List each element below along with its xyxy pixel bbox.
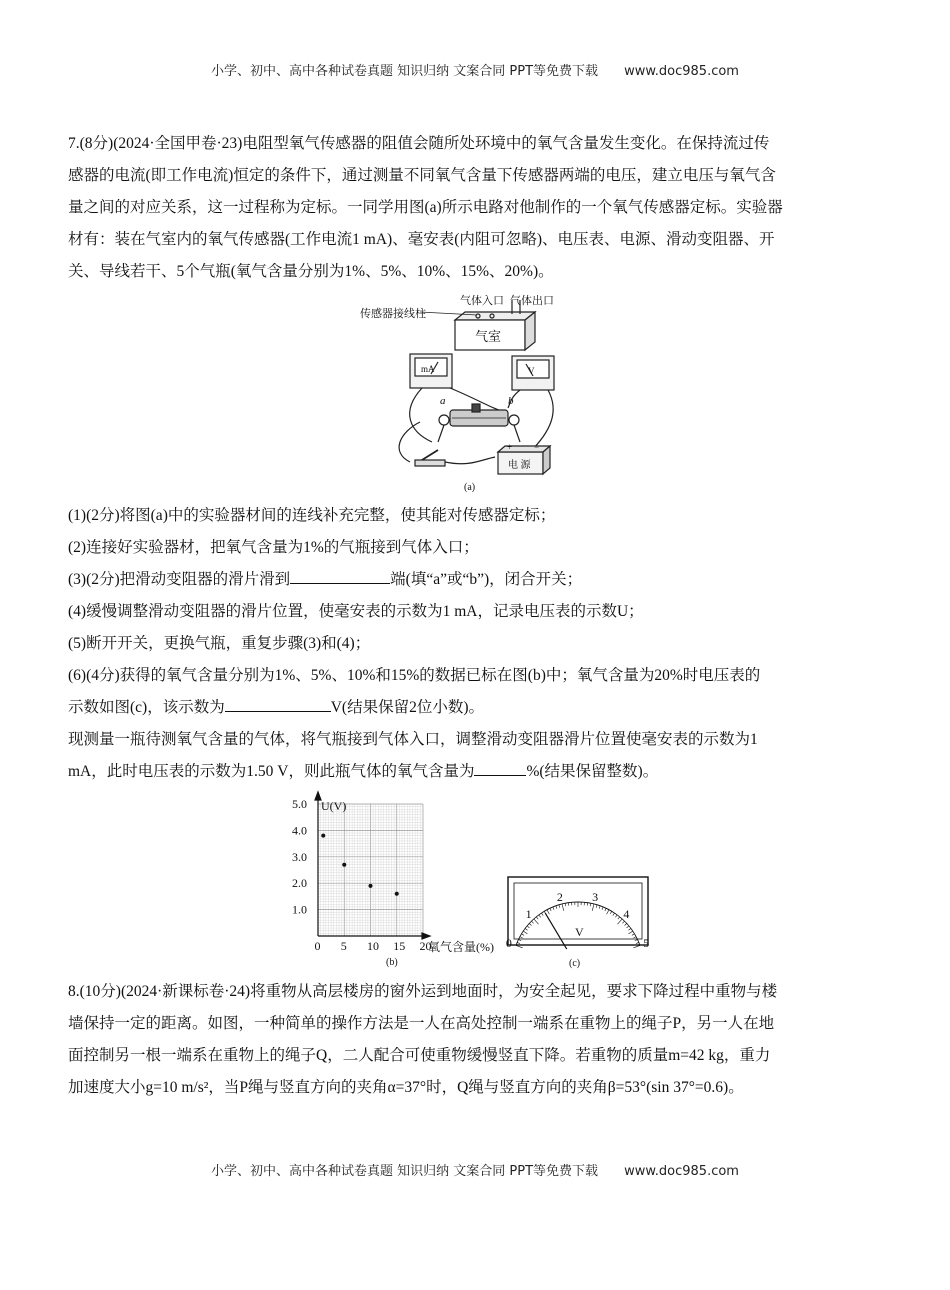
q8-line: 8.(10分)(2024·新课标卷·24)将重物从高层楼房的窗外运到地面时，为安全起见，要求下降过程中重物与楼 xyxy=(68,983,778,1000)
extra-text-b: %(结果保留整数)。 xyxy=(526,763,659,780)
circuit-figure-a xyxy=(360,292,590,494)
data-point xyxy=(342,863,346,867)
q8-line: 墙保持一定的距离。如图，一种简单的操作方法是一人在高处控制一端系在重物上的绳子P，另一人在地 xyxy=(68,1015,775,1032)
data-point xyxy=(321,834,325,838)
extra-line2 xyxy=(68,756,883,788)
q7-steps xyxy=(68,500,883,788)
q7-line: 材有：装在气室内的氧气传感器(工作电流1 mA)、毫安表(内阻可忽略)、电压表、电源、滑动变阻器、开 xyxy=(68,231,775,248)
y-tick-label: 1.0 xyxy=(292,902,307,917)
meter-tick-label: 3 xyxy=(592,890,599,905)
step-4: (4)缓慢调整滑动变阻器的滑片位置，使毫安表的示数为1 mA，记录电压表的示数U； xyxy=(68,603,644,620)
meter-tick xyxy=(633,945,640,947)
chart-grid xyxy=(318,804,423,936)
x-axis-label: 氧气含量(%) xyxy=(428,940,494,954)
step-6-text-a: 示数如图(c)，该示数为 xyxy=(68,699,225,716)
label-minus: − xyxy=(534,442,540,452)
data-point xyxy=(369,884,373,888)
label-chamber: 气室 xyxy=(475,329,502,344)
page-header xyxy=(0,60,950,79)
step-3-text-a: (3)(2分)把滑动变阻器的滑片滑到 xyxy=(68,571,291,588)
meter-tick-label: 4 xyxy=(623,906,630,921)
meter-unit: V xyxy=(575,925,584,939)
extra-line1: 现测量一瓶待测氧气含量的气体，将气瓶接到气体入口，调整滑动变阻器滑片位置使毫安表的示数为1 xyxy=(68,731,758,748)
step-2: (2)连接好实验器材，把氧气含量为1%的气瓶接到气体入口； xyxy=(68,539,479,556)
caption-a: (a) xyxy=(464,482,476,493)
header-url[interactable]: www.doc985.com xyxy=(624,64,739,79)
data-point xyxy=(395,892,399,896)
q7-line: 感器的电流(即工作电流)恒定的条件下，通过测量不同氧气含量下传感器两端的电压，建立电压与氧气含 xyxy=(68,167,776,184)
x-tick-label: 0 xyxy=(314,939,321,953)
q7-line: 量之间的对应关系，这一过程称为定标。一同学用图(a)所示电路对他制作的一个氧气传感器定标。实验器 xyxy=(68,199,783,216)
label-gas-inlet: 气体入口 xyxy=(460,295,504,307)
answer-blank-3[interactable] xyxy=(290,565,390,584)
meter-tick-label: 1 xyxy=(525,906,532,921)
footer-url[interactable]: www.doc985.com xyxy=(624,1164,739,1179)
step-6-text-b: V(结果保留2位小数)。 xyxy=(330,699,484,716)
label-end-a: a xyxy=(440,395,446,407)
x-tick-label: 10 xyxy=(367,939,379,953)
chart-axes xyxy=(315,792,430,939)
label-voltmeter: V xyxy=(528,366,535,376)
step-6-line1: (6)(4分)获得的氧气含量分别为1%、5%、10%和15%的数据已标在图(b)中；氧气含量为20%时电压表的 xyxy=(68,667,761,684)
meter-tick xyxy=(516,945,523,947)
y-tick-label: 2.0 xyxy=(292,876,307,891)
label-power: 电 源 xyxy=(508,460,531,471)
step-3 xyxy=(68,564,883,596)
y-tick-label: 5.0 xyxy=(292,797,307,811)
chart-figure-b xyxy=(288,788,500,966)
q7-line: 关、导线若干、5个气瓶(氧气含量分别为1%、5%、10%、15%、20%)。 xyxy=(68,263,554,280)
caption-c: (c) xyxy=(569,958,581,969)
q8-text xyxy=(68,976,883,1104)
label-milliammeter: mA xyxy=(421,364,435,374)
caption-b: (b) xyxy=(386,957,398,968)
x-tick-label: 15 xyxy=(393,939,406,953)
voltmeter-figure-c xyxy=(507,876,649,972)
footer-text: 小学、初中、高中各种试卷真题 知识归纳 文案合同 PPT等免费下载 xyxy=(211,1164,599,1179)
answer-blank-extra[interactable] xyxy=(474,757,526,776)
label-sensor-terminal: 传感器接线柱 xyxy=(360,308,426,320)
y-tick-label: 3.0 xyxy=(292,849,307,864)
answer-blank-6[interactable] xyxy=(225,693,331,712)
y-axis-label: U(V) xyxy=(321,799,347,813)
label-end-b: b xyxy=(508,395,514,407)
y-tick-label: 4.0 xyxy=(292,823,307,838)
meter-tick-label: 2 xyxy=(556,890,563,905)
step-6-line2 xyxy=(68,692,883,724)
extra-text-a: mA，此时电压表的示数为1.50 V，则此瓶气体的氧气含量为 xyxy=(68,763,475,780)
x-tick-label: 5 xyxy=(340,939,347,953)
meter-tick-label: 5 xyxy=(643,936,650,951)
q8-line: 加速度大小g=10 m/s²，当P绳与竖直方向的夹角α=37°时，Q绳与竖直方向的夹角β=53°(sin 37°=0.6)。 xyxy=(68,1079,744,1096)
label-plus: + xyxy=(507,442,513,452)
q7-intro xyxy=(68,128,883,288)
label-gas-outlet: 气体出口 xyxy=(510,295,554,307)
step-1: (1)(2分)将图(a)中的实验器材间的连线补充完整，使其能对传感器定标； xyxy=(68,507,556,524)
header-text: 小学、初中、高中各种试卷真题 知识归纳 文案合同 PPT等免费下载 xyxy=(211,64,599,79)
q8-line: 面控制另一根一端系在重物上的绳子Q，二人配合可使重物缓慢竖直下降。若重物的质量m=42 kg，重力 xyxy=(68,1047,771,1064)
meter-tick-label: 0 xyxy=(505,936,512,951)
step-3-text-b: 端(填“a”或“b”)，闭合开关； xyxy=(390,571,583,588)
x-tick-label: 20 xyxy=(419,939,432,953)
step-5: (5)断开开关，更换气瓶，重复步骤(3)和(4)； xyxy=(68,635,371,652)
q7-line: 7.(8分)(2024·全国甲卷·23)电阻型氧气传感器的阻值会随所处环境中的氧气含量发生变化。在保持流过传 xyxy=(68,135,770,152)
page-footer xyxy=(0,1160,950,1179)
